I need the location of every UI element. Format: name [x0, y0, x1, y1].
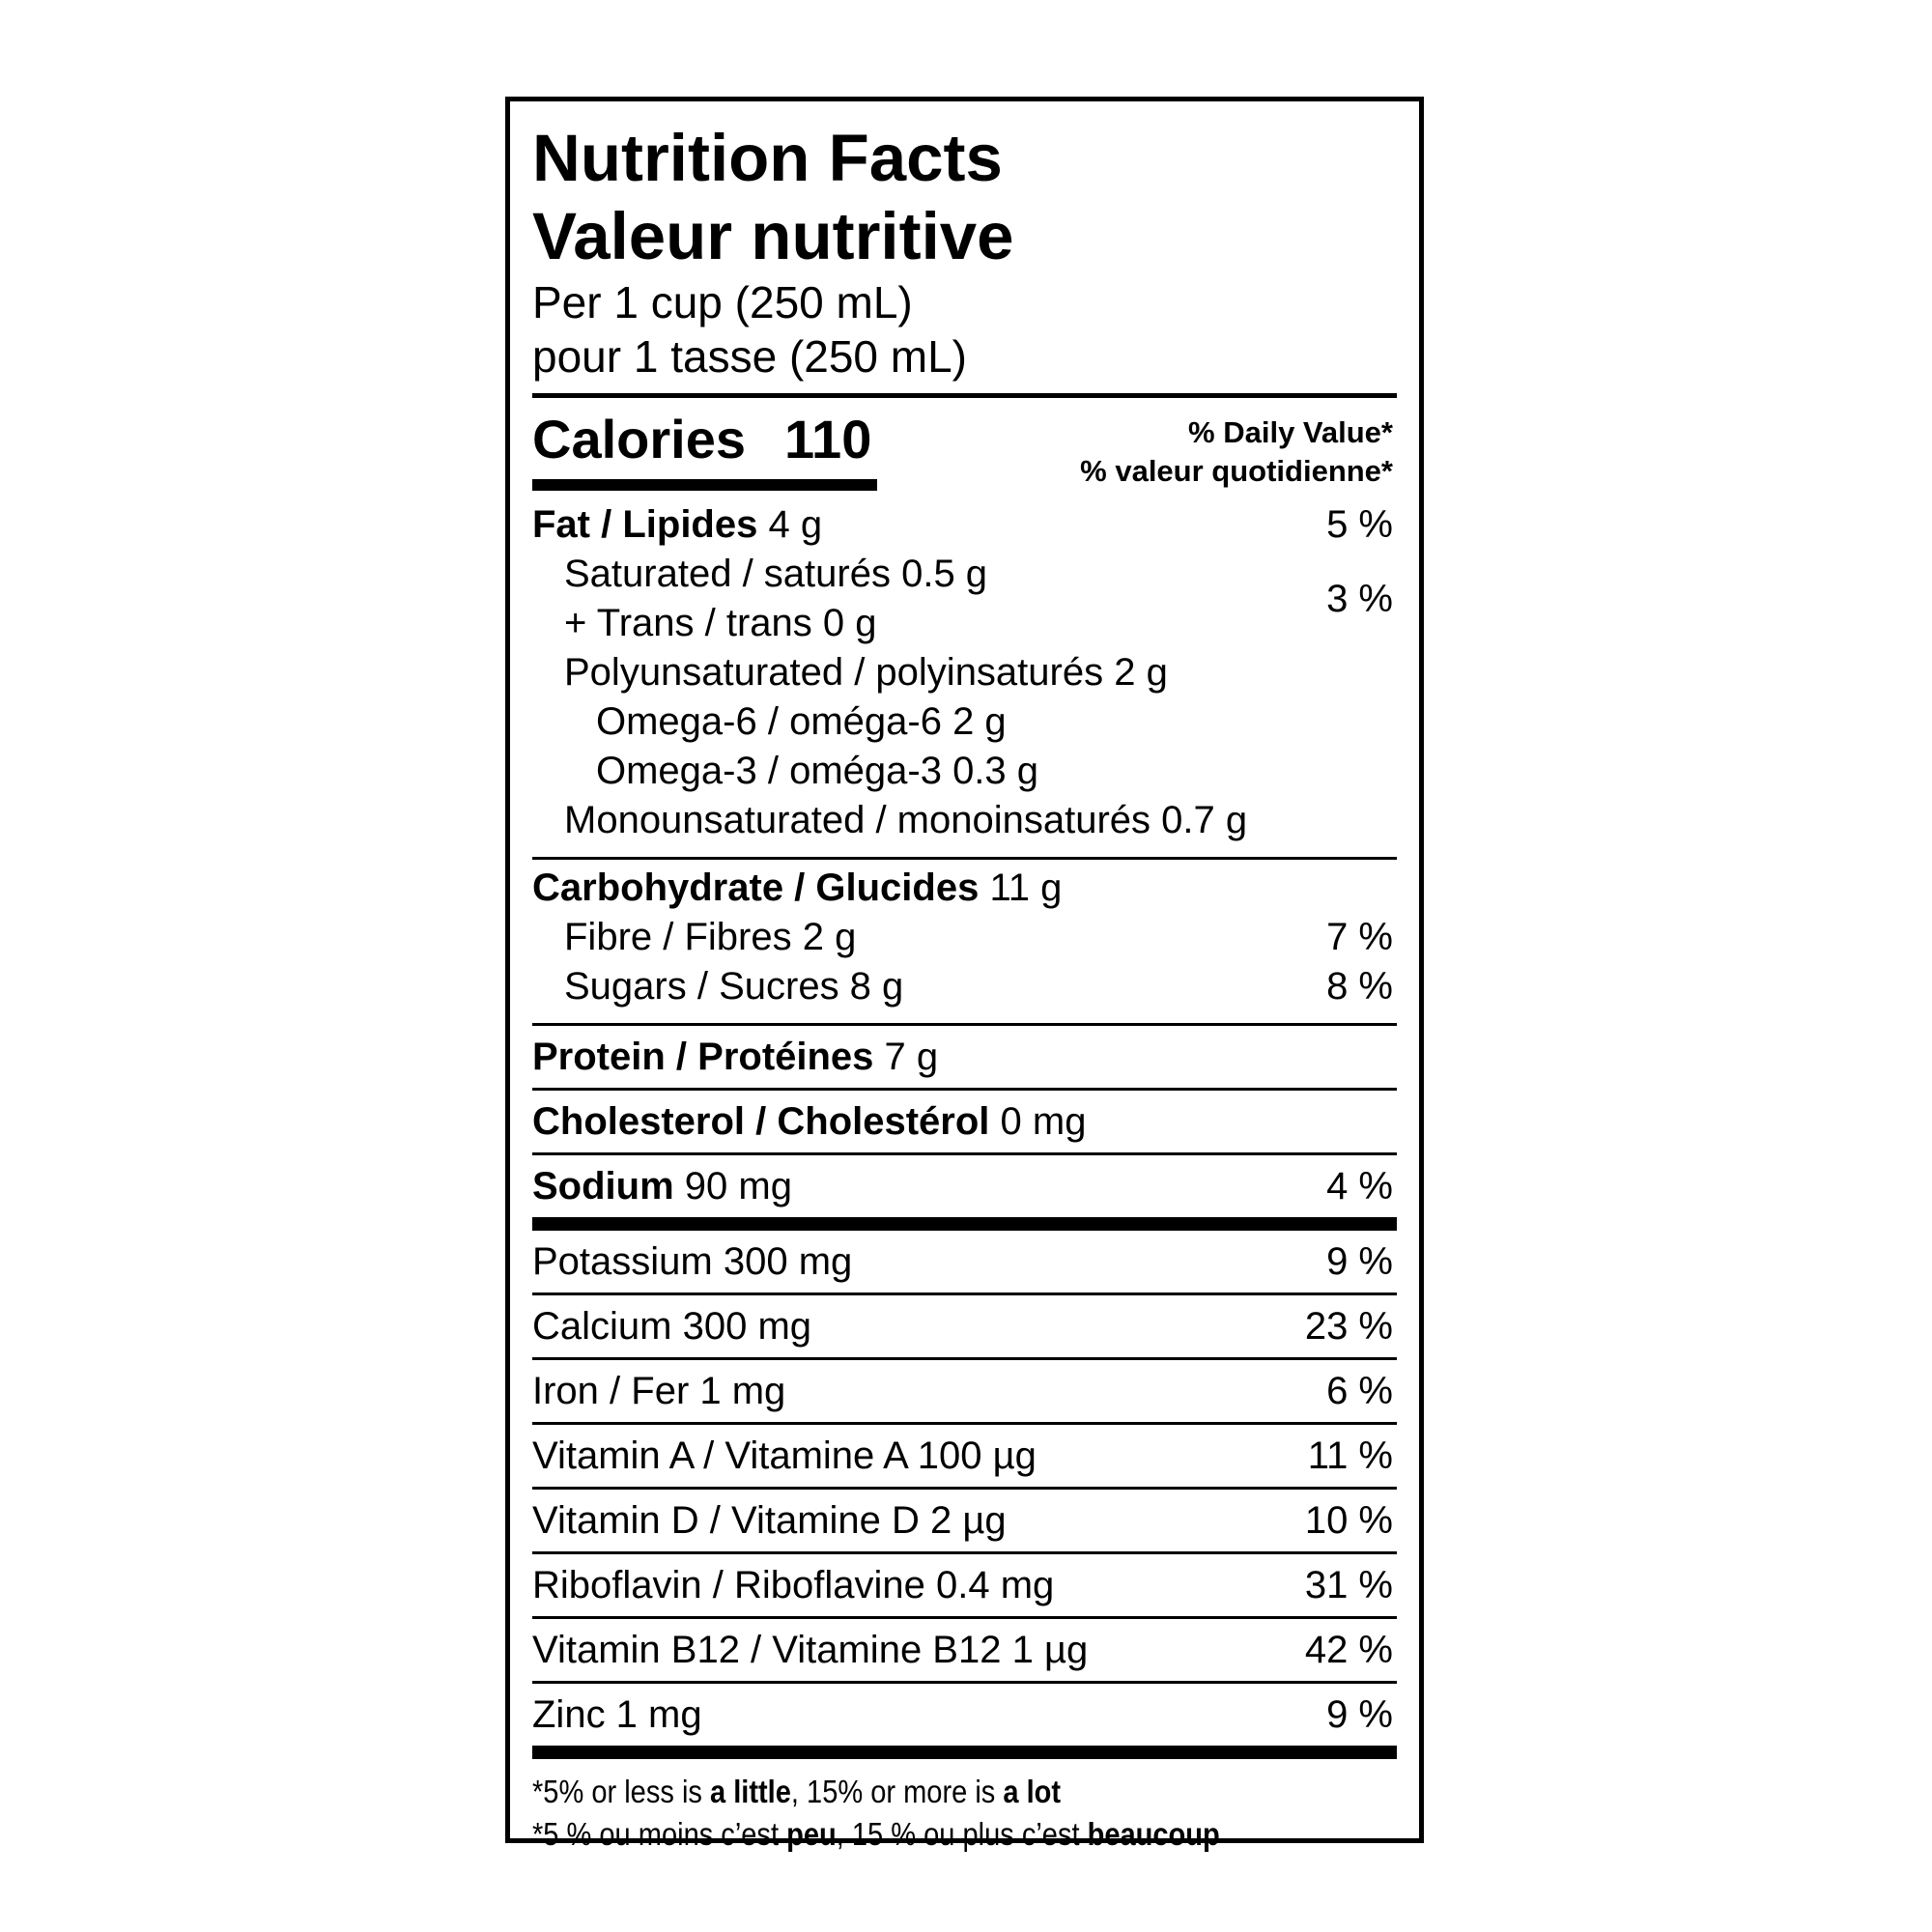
monounsaturated-text: Monounsaturated / monoinsaturés 0.7 g — [564, 799, 1248, 841]
divider-thick — [532, 1746, 1397, 1759]
carbohydrate-label: Carbohydrate / Glucides — [532, 867, 980, 909]
mineral-row-vitamin-d — [532, 1490, 1397, 1551]
nutrition-facts-table — [505, 97, 1424, 1852]
cholesterol-amount: 0 mg — [1000, 1100, 1087, 1143]
mineral-text: Vitamin A / Vitamine A 100 µg — [532, 1435, 1037, 1477]
calories-underline — [532, 479, 877, 491]
saturated-trans-block — [532, 550, 1397, 648]
fat-row — [532, 500, 1397, 550]
protein-row — [532, 1026, 1397, 1088]
footnote-fr: *5 % ou moins c’est peu, 15 % ou plus c’est beaucoup — [532, 1816, 1220, 1852]
mineral-text: Potassium 300 mg — [532, 1240, 853, 1283]
mineral-row-vitamin-a — [532, 1425, 1397, 1487]
carbohydrate-amount: 11 g — [989, 867, 1063, 909]
omega3-text: Omega-3 / oméga-3 0.3 g — [596, 750, 1039, 792]
sodium-label: Sodium — [532, 1165, 674, 1208]
fat-label: Fat / Lipides — [532, 503, 758, 546]
title-en: Nutrition Facts — [532, 121, 1003, 195]
mineral-text: Zinc 1 mg — [532, 1693, 702, 1736]
polyunsaturated-row — [532, 648, 1397, 697]
daily-value-header — [1080, 406, 1397, 495]
mineral-text: Calcium 300 mg — [532, 1305, 812, 1348]
serving-size-fr: pour 1 tasse (250 mL) — [532, 331, 968, 382]
protein-amount: 7 g — [884, 1036, 939, 1078]
sodium-amount: 90 mg — [684, 1165, 792, 1208]
footnote-en: *5% or less is a little, 15% or more is a lot — [532, 1774, 1062, 1809]
fibre-row — [532, 913, 1397, 962]
title-fr: Valeur nutritive — [532, 199, 1014, 273]
sugars-row — [532, 962, 1397, 1011]
sodium-row — [532, 1155, 1397, 1217]
mineral-dv: 6 % — [1326, 1370, 1393, 1412]
polyunsaturated-text: Polyunsaturated / polyinsaturés 2 g — [564, 651, 1168, 694]
calories-row — [532, 398, 1397, 495]
mineral-dv: 11 % — [1307, 1435, 1393, 1477]
carbohydrate-row — [532, 864, 1397, 913]
mineral-row-riboflavin — [532, 1554, 1397, 1616]
calories-label: Calories — [532, 409, 746, 469]
protein-label: Protein / Protéines — [532, 1036, 874, 1078]
mineral-dv: 42 % — [1304, 1629, 1393, 1671]
mineral-row-iron — [532, 1360, 1397, 1422]
fibre-dv: 7 % — [1326, 916, 1393, 958]
saturated-row: Saturated / saturés 0.5 g — [564, 553, 988, 595]
fibre-text: Fibre / Fibres 2 g — [564, 916, 857, 958]
mineral-text: Vitamin D / Vitamine D 2 µg — [532, 1499, 1007, 1542]
mineral-text: Vitamin B12 / Vitamine B12 1 µg — [532, 1629, 1089, 1671]
carbohydrate-group — [532, 860, 1397, 1023]
sugars-text: Sugars / Sucres 8 g — [564, 965, 904, 1008]
sodium-dv: 4 % — [1326, 1165, 1393, 1208]
mineral-dv: 9 % — [1326, 1693, 1393, 1736]
footnote — [532, 1759, 1293, 1856]
cholesterol-row — [532, 1091, 1397, 1152]
mineral-row-potassium — [532, 1231, 1397, 1293]
mineral-dv: 31 % — [1304, 1564, 1393, 1606]
omega6-text: Omega-6 / oméga-6 2 g — [596, 700, 1007, 743]
fat-group — [532, 495, 1397, 857]
saturated-trans-dv: 3 % — [1326, 577, 1393, 620]
daily-value-header-en: % Daily Value* — [1188, 415, 1393, 449]
mineral-row-zinc — [532, 1684, 1397, 1746]
mineral-dv: 23 % — [1304, 1305, 1393, 1348]
daily-value-header-fr: % valeur quotidienne* — [1080, 454, 1393, 488]
mineral-row-vitamin-b12 — [532, 1619, 1397, 1681]
cholesterol-label: Cholesterol / Cholestérol — [532, 1100, 990, 1143]
divider-thick — [532, 1217, 1397, 1231]
monounsaturated-row — [532, 796, 1397, 845]
omega6-row — [532, 697, 1397, 747]
mineral-dv: 10 % — [1304, 1499, 1393, 1542]
sugars-dv: 8 % — [1326, 965, 1393, 1008]
fat-dv: 5 % — [1326, 503, 1393, 546]
mineral-text: Riboflavin / Riboflavine 0.4 mg — [532, 1564, 1055, 1606]
serving-size-en: Per 1 cup (250 mL) — [532, 277, 913, 327]
omega3-row — [532, 747, 1397, 796]
mineral-text: Iron / Fer 1 mg — [532, 1370, 786, 1412]
calories — [532, 406, 877, 473]
mineral-row-calcium — [532, 1295, 1397, 1357]
fat-amount: 4 g — [768, 503, 823, 546]
calories-value: 110 — [784, 409, 872, 469]
mineral-dv: 9 % — [1326, 1240, 1393, 1283]
trans-row: + Trans / trans 0 g — [564, 602, 877, 644]
